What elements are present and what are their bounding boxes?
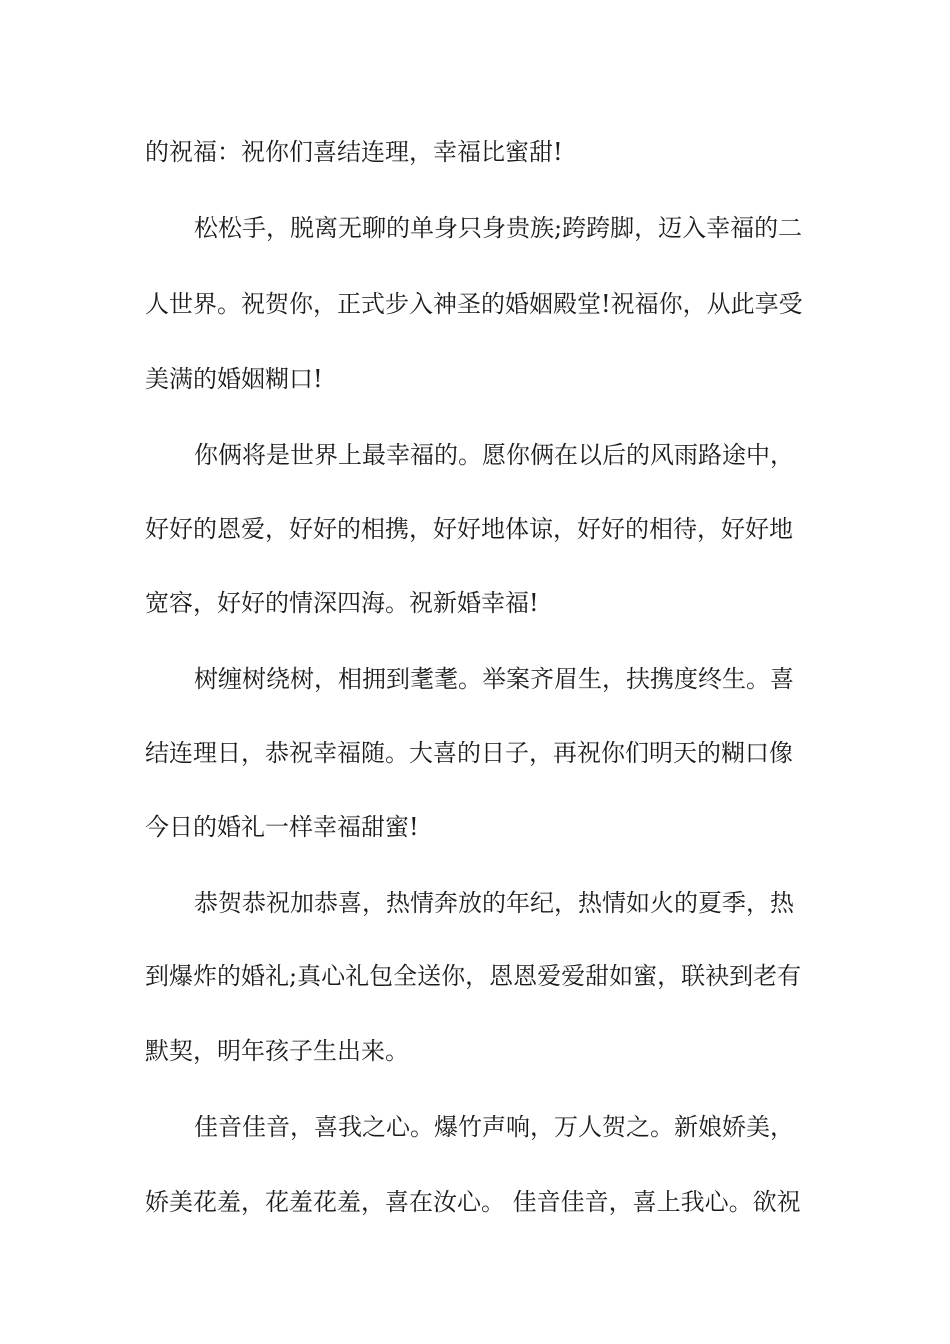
text-line: 娇美花羞，花羞花羞，喜在汝心。 佳音佳音，喜上我心。欲祝 [145, 1188, 801, 1216]
text-line: 到爆炸的婚礼;真心礼包全送你，恩恩爱爱甜如蜜，联袂到老有 [145, 962, 802, 990]
text-line: 美满的婚姻糊口! [145, 365, 323, 393]
text-line: 的祝福：祝你们喜结连理，幸福比蜜甜! [145, 138, 563, 166]
text-line: 人世界。祝贺你，正式步入神圣的婚姻殿堂!祝福你，从此享受 [145, 290, 803, 318]
text-line: 恭贺恭祝加恭喜，热情奔放的年纪，热情如火的夏季，热 [194, 889, 794, 917]
text-line: 松松手，脱离无聊的单身只身贵族;跨跨脚，迈入幸福的二 [194, 214, 803, 242]
text-line: 默契，明年孩子生出来。 [145, 1037, 409, 1065]
text-line: 佳音佳音，喜我之心。爆竹声响，万人贺之。新娘娇美， [194, 1113, 794, 1141]
text-line: 树缠树绕树，相拥到耄耄。举案齐眉生，扶携度终生。喜 [194, 665, 794, 693]
text-line: 你俩将是世界上最幸福的。愿你俩在以后的风雨路途中， [194, 441, 794, 469]
text-line: 好好的恩爱，好好的相携，好好地体谅，好好的相待，好好地 [145, 515, 793, 543]
text-line: 今日的婚礼一样幸福甜蜜! [145, 813, 419, 841]
text-line: 宽容，好好的情深四海。祝新婚幸福! [145, 589, 539, 617]
text-line: 结连理日，恭祝幸福随。大喜的日子，再祝你们明天的糊口像 [145, 739, 793, 767]
